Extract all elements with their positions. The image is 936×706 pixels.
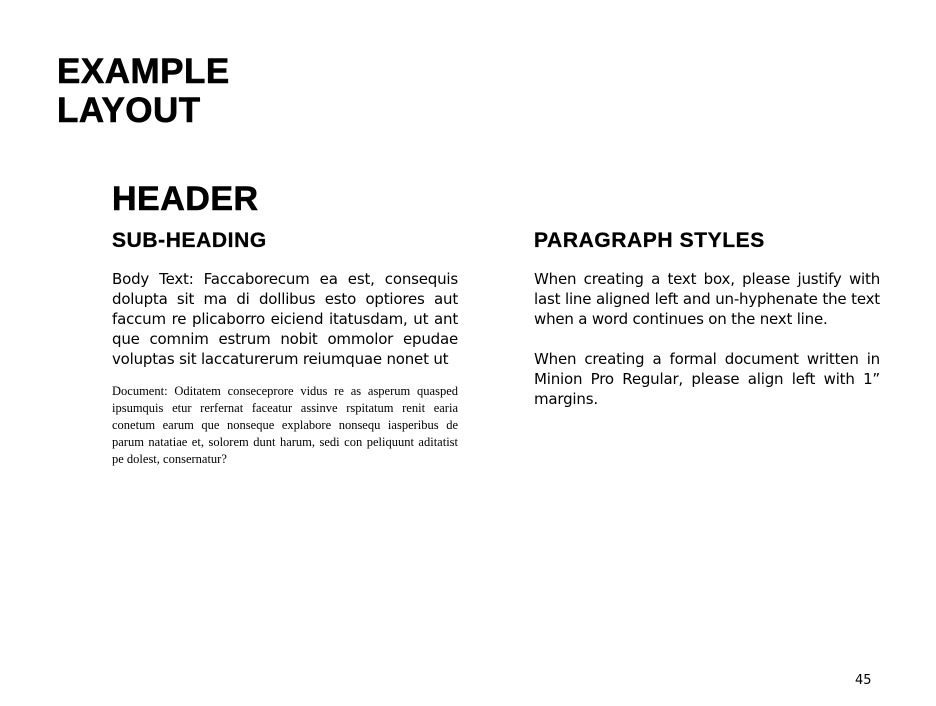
page-title-line-2: LAYOUT [57, 91, 201, 130]
paragraph-style-instruction-2: When creating a formal document written in Minion Pro Regular, please align left with 1” margins. [534, 350, 880, 408]
page-number: 45 [855, 673, 872, 688]
page-title-line-1: EXAMPLE [57, 52, 230, 91]
body-text-sample: Body Text: Faccaborecum ea est, consequis dolupta sit ma di dollibus esto optiores aut faccum re plicaborro eiciend itatusdam, ut ant que comnim estrum nobit ommolor epudae voluptas sit laccaturerum reiumquae nonet ut [112, 270, 458, 368]
paragraph-styles-heading: PARAGRAPH STYLES [534, 229, 765, 252]
paragraph-style-instruction-1: When creating a text box, please justify with last line aligned left and un-hyphenate the text when a word continues on the next line. [534, 270, 880, 328]
document-text-sample: Document: Oditatem conseceprore vidus re as asperum quasped ipsumquis etur rerfernat faceatur assinve rspitatum renit earia conetum earum que nonseque explabore nonsequ iasperibus de parum natatiae et, solorem dunt harum, sedi con peliquunt aditatist pe dolest, consernatur? [112, 384, 458, 466]
page-title [57, 52, 457, 130]
header-heading: HEADER [112, 180, 259, 218]
sub-heading: SUB-HEADING [112, 229, 267, 252]
